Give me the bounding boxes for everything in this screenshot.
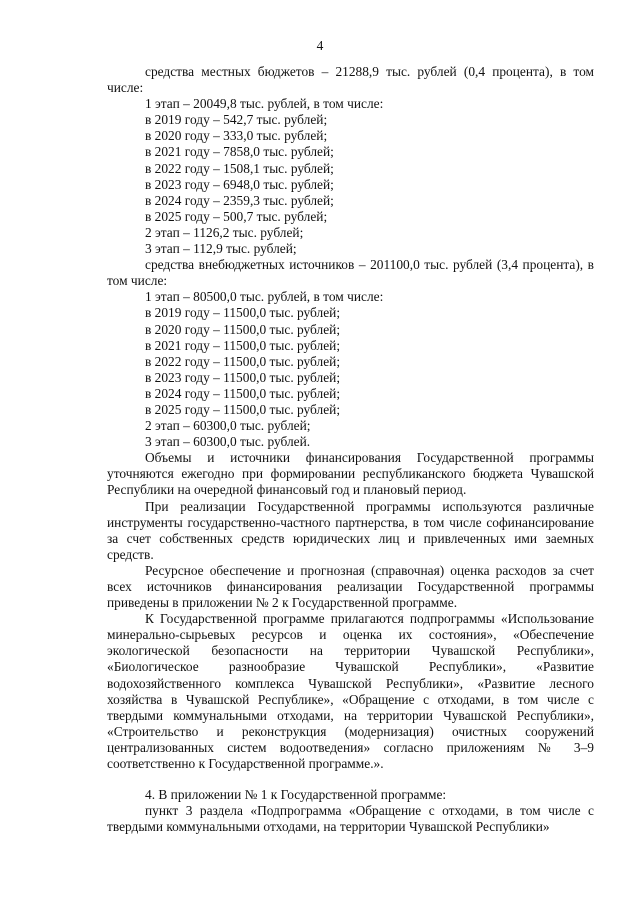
local-budget-lead: средства местных бюджетов – 21288,9 тыс. рублей (0,4 процента), в том числе:: [107, 64, 594, 96]
extrabudget-item: в 2019 году – 11500,0 тыс. рублей;: [145, 305, 341, 321]
page-number: 4: [316, 38, 324, 53]
local-budget-item: в 2020 году – 333,0 тыс. рублей;: [145, 128, 328, 144]
extrabudget-item: 1 этап – 80500,0 тыс. рублей, в том числе:: [145, 289, 384, 305]
extrabudget-item: в 2021 году – 11500,0 тыс. рублей;: [145, 337, 341, 353]
local-budget-item: в 2022 году – 1508,1 тыс. рублей;: [145, 160, 334, 176]
extrabudget-item: в 2022 году – 11500,0 тыс. рублей;: [145, 353, 341, 369]
local-budget-item: 2 этап – 1126,2 тыс. рублей;: [145, 224, 304, 240]
paragraph-subprograms: К Государственной программе прилагаются подпрограммы «Использование минерально-сырьевых ресурсов и оценка их состояния», «Обеспечение экологической безопасности на территории Чувашской Республики», «Биологическое разнообразие Чувашской Республики», «Развитие водохозяйственного комплекса Чувашской Республики», «Развитие лесного хозяйства в Чувашской Республике», «Обращение с отходами, в том числе с твердыми коммунальными отходами, на территории Чувашской Республики», «Строительство и реконструкция (модернизация) очистных сооружений централизованных систем водоотведения» согласно приложениям № 3–9 соответственно к Государственной программе.».: [107, 611, 594, 772]
local-budget-item: в 2019 году – 542,7 тыс. рублей;: [145, 112, 328, 128]
section-4-item: пункт 3 раздела «Подпрограмма «Обращение с отходами, в том числе с твердыми коммунальными отходами, на территории Чувашской Республики»: [107, 803, 594, 835]
local-budget-item: в 2025 году – 500,7 тыс. рублей;: [145, 208, 328, 224]
paragraph-public-private-partnership: При реализации Государственной программы используются различные инструменты государственно-частного партнерства, в том числе софинансирование за счет собственных средств юридических лиц и привлеченных ими заемных средств.: [107, 498, 594, 562]
extrabudget-item: 2 этап – 60300,0 тыс. рублей;: [145, 418, 311, 434]
paragraph-resource-support: Ресурсное обеспечение и прогнозная (справочная) оценка расходов за счет всех источников финансирования реализации Государственной программы приведены в приложении № 2 к Государственной программе.: [107, 562, 594, 611]
extrabudget-item: в 2020 году – 11500,0 тыс. рублей;: [145, 321, 341, 337]
extrabudget-item: в 2023 году – 11500,0 тыс. рублей;: [145, 369, 341, 385]
section-4-heading: 4. В приложении № 1 к Государственной программе:: [145, 787, 447, 803]
extrabudget-item: 3 этап – 60300,0 тыс. рублей.: [145, 434, 311, 450]
local-budget-item: в 2023 году – 6948,0 тыс. рублей;: [145, 176, 334, 192]
local-budget-item: в 2024 году – 2359,3 тыс. рублей;: [145, 192, 334, 208]
extrabudget-item: в 2024 году – 11500,0 тыс. рублей;: [145, 385, 341, 401]
extrabudget-item: в 2025 году – 11500,0 тыс. рублей;: [145, 401, 341, 417]
local-budget-item: 3 этап – 112,9 тыс. рублей;: [145, 241, 297, 257]
local-budget-item: в 2021 году – 7858,0 тыс. рублей;: [145, 144, 334, 160]
local-budget-item: 1 этап – 20049,8 тыс. рублей, в том числе:: [145, 96, 384, 112]
document-body: [107, 64, 594, 835]
paragraph-funding-refinement: Объемы и источники финансирования Государственной программы уточняются ежегодно при формировании республиканского бюджета Чувашской Республики на очередной финансовый год и плановый период.: [107, 450, 594, 498]
extrabudget-lead: средства внебюджетных источников – 201100,0 тыс. рублей (3,4 процента), в том числе:: [107, 257, 594, 289]
